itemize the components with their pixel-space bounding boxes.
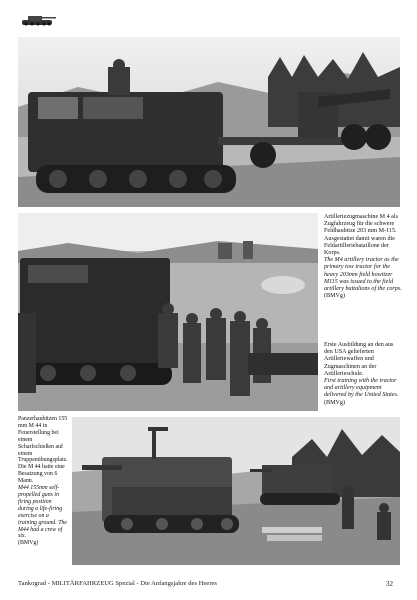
photo-artillery-training (18, 213, 318, 411)
caption-m44 (18, 416, 68, 547)
caption-english: M44 155mm self-propelled guns in firing position during a life-firing exercise on a training ground. The M44 had a crew of six. (18, 485, 68, 540)
caption-credit: (BMVg) (18, 540, 39, 547)
caption-credit: (BMVg) (324, 293, 345, 300)
caption-english: The M4 artillery tractor as the primary tow tractor for the heavy 203mm field howitzer M115 was issued to the field artillery battalions of the corps. (324, 257, 402, 293)
caption-german: Erste Ausbildung an den aus den USA gelieferten Artilleriewaffen und Zugmaschinen an der Artillerieschule. (324, 342, 394, 377)
caption-m4-tractor (324, 214, 402, 300)
caption-artillery-training (324, 342, 402, 407)
caption-english: First training with the tractor and artillery equipment delivered by the United States. (324, 378, 399, 399)
caption-german: Panzerhaubitzen 155 mm M 44 in Feuerstellung bei einem Scharfschießen auf einem Truppenübungsplatz. Die M 44 hatte eine Besatzung von 6 Mann. (18, 416, 68, 485)
page-footer: Tankograd - MILITÄRFAHRZEUG Spezial - Die Anfangsjahre des Heeres (18, 580, 218, 587)
tank-logo-icon (18, 12, 58, 28)
photo-m4-tractor-howitzer (18, 37, 400, 207)
page-number: 32 (386, 580, 393, 588)
photo-m44-firing-position (72, 417, 400, 565)
caption-credit: (BMVg) (324, 399, 345, 406)
caption-german: Artilleriezugmaschine M 4 als Zugfahrzeug für die schwere Feldhaubitze 203 mm M-115. Ausgestattet damit waren die Feldartilleriebataillone der Korps. (324, 214, 398, 257)
